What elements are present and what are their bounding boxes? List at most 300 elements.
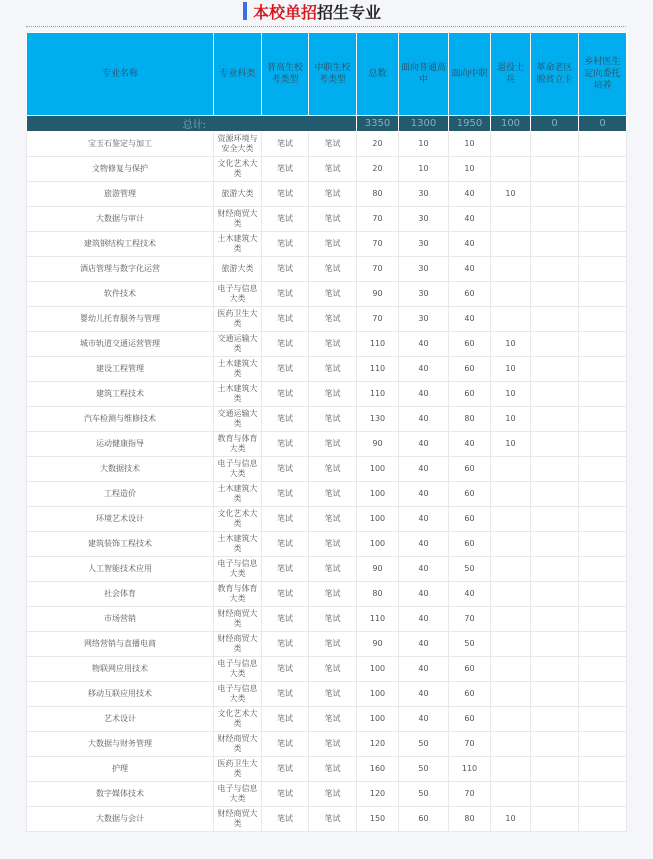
- vocational-quota-cell: 60: [449, 332, 491, 357]
- rural-doctor-cell: [579, 757, 627, 782]
- rural-doctor-cell: [579, 332, 627, 357]
- highschool-exam-cell: 笔试: [262, 482, 309, 507]
- total-cell: 160: [357, 757, 399, 782]
- veterans-cell: [491, 307, 531, 332]
- vocational-exam-cell: 笔试: [309, 457, 357, 482]
- col-header-highschool-quota: 面向普通高中: [399, 33, 449, 116]
- vocational-quota-cell: 40: [449, 257, 491, 282]
- vocational-quota-cell: 60: [449, 682, 491, 707]
- col-header-vocational-quota: 面向中职: [449, 33, 491, 116]
- total-label: 总计:: [27, 116, 357, 132]
- vocational-exam-cell: 笔试: [309, 432, 357, 457]
- highschool-exam-cell: 笔试: [262, 657, 309, 682]
- old-revolutionary-area-cell: [531, 532, 579, 557]
- highschool-exam-cell: 笔试: [262, 532, 309, 557]
- col-header-highschool-exam: 普高生校考类型: [262, 33, 309, 116]
- table-row: [27, 757, 627, 782]
- highschool-exam-cell: 笔试: [262, 607, 309, 632]
- vocational-quota-cell: 60: [449, 507, 491, 532]
- table-row: [27, 782, 627, 807]
- total-cell: 20: [357, 157, 399, 182]
- highschool-quota-cell: 40: [399, 457, 449, 482]
- highschool-exam-cell: 笔试: [262, 307, 309, 332]
- table-row: [27, 532, 627, 557]
- highschool-exam-cell: 笔试: [262, 232, 309, 257]
- major-name-cell: 市场营销: [27, 607, 214, 632]
- veterans-cell: [491, 607, 531, 632]
- major-name-cell: 旅游管理: [27, 182, 214, 207]
- veterans-cell: 10: [491, 407, 531, 432]
- total-value: 100: [491, 116, 531, 132]
- total-cell: 100: [357, 682, 399, 707]
- rural-doctor-cell: [579, 407, 627, 432]
- page-title-text: [253, 0, 381, 23]
- vocational-quota-cell: 40: [449, 207, 491, 232]
- old-revolutionary-area-cell: [531, 782, 579, 807]
- old-revolutionary-area-cell: [531, 332, 579, 357]
- rural-doctor-cell: [579, 607, 627, 632]
- total-cell: 110: [357, 607, 399, 632]
- vocational-exam-cell: 笔试: [309, 407, 357, 432]
- major-name-cell: 汽车检测与维修技术: [27, 407, 214, 432]
- rural-doctor-cell: [579, 282, 627, 307]
- vocational-quota-cell: 40: [449, 432, 491, 457]
- highschool-quota-cell: 40: [399, 432, 449, 457]
- rural-doctor-cell: [579, 207, 627, 232]
- major-name-cell: 建筑钢结构工程技术: [27, 232, 214, 257]
- table-row: [27, 632, 627, 657]
- old-revolutionary-area-cell: [531, 232, 579, 257]
- vocational-quota-cell: 10: [449, 132, 491, 157]
- col-header-category: 专业科类: [214, 33, 262, 116]
- major-name-cell: 婴幼儿托育服务与管理: [27, 307, 214, 332]
- old-revolutionary-area-cell: [531, 307, 579, 332]
- highschool-exam-cell: 笔试: [262, 332, 309, 357]
- veterans-cell: 10: [491, 332, 531, 357]
- vocational-quota-cell: 110: [449, 757, 491, 782]
- rural-doctor-cell: [579, 182, 627, 207]
- table-row: [27, 457, 627, 482]
- vocational-exam-cell: 笔试: [309, 332, 357, 357]
- table-row: [27, 307, 627, 332]
- highschool-quota-cell: 30: [399, 257, 449, 282]
- total-value: 1950: [449, 116, 491, 132]
- veterans-cell: 10: [491, 182, 531, 207]
- major-name-cell: 工程造价: [27, 482, 214, 507]
- vocational-quota-cell: 80: [449, 407, 491, 432]
- highschool-exam-cell: 笔试: [262, 782, 309, 807]
- major-name-cell: 运动健康指导: [27, 432, 214, 457]
- total-cell: 100: [357, 707, 399, 732]
- veterans-cell: [491, 782, 531, 807]
- total-cell: 80: [357, 182, 399, 207]
- total-value: 1300: [399, 116, 449, 132]
- category-cell: 医药卫生大类: [214, 307, 262, 332]
- category-cell: 资源环境与安全大类: [214, 132, 262, 157]
- vocational-exam-cell: 笔试: [309, 582, 357, 607]
- vocational-exam-cell: 笔试: [309, 757, 357, 782]
- vocational-exam-cell: 笔试: [309, 532, 357, 557]
- category-cell: 文化艺术大类: [214, 157, 262, 182]
- total-cell: 90: [357, 432, 399, 457]
- rural-doctor-cell: [579, 782, 627, 807]
- total-cell: 110: [357, 382, 399, 407]
- vocational-exam-cell: 笔试: [309, 357, 357, 382]
- highschool-exam-cell: 笔试: [262, 382, 309, 407]
- veterans-cell: [491, 707, 531, 732]
- old-revolutionary-area-cell: [531, 757, 579, 782]
- old-revolutionary-area-cell: [531, 182, 579, 207]
- rural-doctor-cell: [579, 132, 627, 157]
- old-revolutionary-area-cell: [531, 607, 579, 632]
- rural-doctor-cell: [579, 457, 627, 482]
- vocational-exam-cell: 笔试: [309, 182, 357, 207]
- vocational-quota-cell: 40: [449, 582, 491, 607]
- major-name-cell: 数字媒体技术: [27, 782, 214, 807]
- vocational-exam-cell: 笔试: [309, 282, 357, 307]
- table-row: [27, 682, 627, 707]
- total-cell: 110: [357, 357, 399, 382]
- vocational-exam-cell: 笔试: [309, 207, 357, 232]
- total-cell: 20: [357, 132, 399, 157]
- highschool-quota-cell: 40: [399, 482, 449, 507]
- category-cell: 财经商贸大类: [214, 732, 262, 757]
- vocational-exam-cell: 笔试: [309, 482, 357, 507]
- highschool-exam-cell: 笔试: [262, 257, 309, 282]
- veterans-cell: 10: [491, 382, 531, 407]
- total-cell: 80: [357, 582, 399, 607]
- vocational-quota-cell: 70: [449, 782, 491, 807]
- major-name-cell: 大数据技术: [27, 457, 214, 482]
- highschool-exam-cell: 笔试: [262, 707, 309, 732]
- vocational-quota-cell: 10: [449, 157, 491, 182]
- highschool-quota-cell: 50: [399, 732, 449, 757]
- highschool-exam-cell: 笔试: [262, 157, 309, 182]
- major-name-cell: 大数据与会计: [27, 807, 214, 832]
- highschool-quota-cell: 40: [399, 657, 449, 682]
- rural-doctor-cell: [579, 257, 627, 282]
- veterans-cell: [491, 532, 531, 557]
- category-cell: 医药卫生大类: [214, 757, 262, 782]
- veterans-cell: [491, 132, 531, 157]
- highschool-exam-cell: 笔试: [262, 732, 309, 757]
- total-cell: 90: [357, 557, 399, 582]
- highschool-exam-cell: 笔试: [262, 357, 309, 382]
- veterans-cell: [491, 157, 531, 182]
- category-cell: 财经商贸大类: [214, 807, 262, 832]
- category-cell: 旅游大类: [214, 182, 262, 207]
- highschool-quota-cell: 40: [399, 507, 449, 532]
- category-cell: 电子与信息大类: [214, 282, 262, 307]
- total-row: [27, 116, 627, 132]
- old-revolutionary-area-cell: [531, 732, 579, 757]
- rural-doctor-cell: [579, 707, 627, 732]
- highschool-quota-cell: 30: [399, 182, 449, 207]
- veterans-cell: [491, 657, 531, 682]
- vocational-exam-cell: 笔试: [309, 657, 357, 682]
- vocational-exam-cell: 笔试: [309, 132, 357, 157]
- old-revolutionary-area-cell: [531, 632, 579, 657]
- total-cell: 70: [357, 307, 399, 332]
- rural-doctor-cell: [579, 732, 627, 757]
- veterans-cell: [491, 732, 531, 757]
- old-revolutionary-area-cell: [531, 682, 579, 707]
- highschool-quota-cell: 10: [399, 132, 449, 157]
- veterans-cell: [491, 557, 531, 582]
- highschool-exam-cell: 笔试: [262, 282, 309, 307]
- vocational-quota-cell: 60: [449, 457, 491, 482]
- vocational-quota-cell: 60: [449, 482, 491, 507]
- rural-doctor-cell: [579, 632, 627, 657]
- highschool-quota-cell: 40: [399, 382, 449, 407]
- major-name-cell: 酒店管理与数字化运营: [27, 257, 214, 282]
- vocational-exam-cell: 笔试: [309, 257, 357, 282]
- majors-table: [26, 32, 627, 832]
- rural-doctor-cell: [579, 382, 627, 407]
- vocational-quota-cell: 50: [449, 557, 491, 582]
- category-cell: 电子与信息大类: [214, 782, 262, 807]
- total-cell: 70: [357, 257, 399, 282]
- veterans-cell: [491, 757, 531, 782]
- col-header-veterans: 退役士兵: [491, 33, 531, 116]
- highschool-quota-cell: 40: [399, 582, 449, 607]
- vocational-exam-cell: 笔试: [309, 632, 357, 657]
- highschool-exam-cell: 笔试: [262, 507, 309, 532]
- table-row: [27, 657, 627, 682]
- highschool-quota-cell: 40: [399, 532, 449, 557]
- category-cell: 财经商贸大类: [214, 607, 262, 632]
- vocational-exam-cell: 笔试: [309, 507, 357, 532]
- category-cell: 土木建筑大类: [214, 382, 262, 407]
- old-revolutionary-area-cell: [531, 407, 579, 432]
- old-revolutionary-area-cell: [531, 657, 579, 682]
- table-row: [27, 557, 627, 582]
- category-cell: 土木建筑大类: [214, 482, 262, 507]
- old-revolutionary-area-cell: [531, 557, 579, 582]
- major-name-cell: 建筑装饰工程技术: [27, 532, 214, 557]
- major-name-cell: 建筑工程技术: [27, 382, 214, 407]
- old-revolutionary-area-cell: [531, 132, 579, 157]
- category-cell: 电子与信息大类: [214, 657, 262, 682]
- rural-doctor-cell: [579, 482, 627, 507]
- veterans-cell: 10: [491, 357, 531, 382]
- major-name-cell: 护理: [27, 757, 214, 782]
- category-cell: 电子与信息大类: [214, 457, 262, 482]
- table-row: [27, 707, 627, 732]
- old-revolutionary-area-cell: [531, 457, 579, 482]
- rural-doctor-cell: [579, 582, 627, 607]
- rural-doctor-cell: [579, 507, 627, 532]
- category-cell: 财经商贸大类: [214, 632, 262, 657]
- vocational-quota-cell: 80: [449, 807, 491, 832]
- highschool-exam-cell: 笔试: [262, 457, 309, 482]
- rural-doctor-cell: [579, 682, 627, 707]
- old-revolutionary-area-cell: [531, 257, 579, 282]
- vocational-quota-cell: 60: [449, 707, 491, 732]
- rural-doctor-cell: [579, 657, 627, 682]
- vocational-quota-cell: 60: [449, 282, 491, 307]
- table-row: [27, 132, 627, 157]
- category-cell: 土木建筑大类: [214, 357, 262, 382]
- total-cell: 150: [357, 807, 399, 832]
- major-name-cell: 人工智能技术应用: [27, 557, 214, 582]
- major-name-cell: 环境艺术设计: [27, 507, 214, 532]
- table-row: [27, 357, 627, 382]
- table-row: [27, 157, 627, 182]
- major-name-cell: 艺术设计: [27, 707, 214, 732]
- total-cell: 100: [357, 507, 399, 532]
- highschool-exam-cell: 笔试: [262, 632, 309, 657]
- major-name-cell: 物联网应用技术: [27, 657, 214, 682]
- vocational-exam-cell: 笔试: [309, 682, 357, 707]
- highschool-quota-cell: 40: [399, 557, 449, 582]
- category-cell: 电子与信息大类: [214, 557, 262, 582]
- veterans-cell: [491, 282, 531, 307]
- old-revolutionary-area-cell: [531, 357, 579, 382]
- veterans-cell: [491, 207, 531, 232]
- major-name-cell: 社会体育: [27, 582, 214, 607]
- table-row: [27, 232, 627, 257]
- total-cell: 70: [357, 207, 399, 232]
- vocational-exam-cell: 笔试: [309, 382, 357, 407]
- table-row: [27, 732, 627, 757]
- total-value: 0: [579, 116, 627, 132]
- old-revolutionary-area-cell: [531, 282, 579, 307]
- total-value: 0: [531, 116, 579, 132]
- category-cell: 教育与体育大类: [214, 432, 262, 457]
- total-cell: 120: [357, 782, 399, 807]
- total-cell: 70: [357, 232, 399, 257]
- highschool-quota-cell: 10: [399, 157, 449, 182]
- vocational-exam-cell: 笔试: [309, 782, 357, 807]
- highschool-exam-cell: 笔试: [262, 807, 309, 832]
- highschool-quota-cell: 30: [399, 232, 449, 257]
- total-cell: 100: [357, 657, 399, 682]
- table-row: [27, 207, 627, 232]
- category-cell: 财经商贸大类: [214, 207, 262, 232]
- major-name-cell: 移动互联应用技术: [27, 682, 214, 707]
- vocational-quota-cell: 60: [449, 382, 491, 407]
- category-cell: 交通运输大类: [214, 332, 262, 357]
- title-divider: [26, 26, 626, 27]
- vocational-exam-cell: 笔试: [309, 807, 357, 832]
- highschool-quota-cell: 40: [399, 707, 449, 732]
- total-cell: 120: [357, 732, 399, 757]
- highschool-exam-cell: 笔试: [262, 407, 309, 432]
- rural-doctor-cell: [579, 532, 627, 557]
- highschool-quota-cell: 40: [399, 607, 449, 632]
- major-name-cell: 大数据与审计: [27, 207, 214, 232]
- table-row: [27, 332, 627, 357]
- old-revolutionary-area-cell: [531, 582, 579, 607]
- rural-doctor-cell: [579, 357, 627, 382]
- old-revolutionary-area-cell: [531, 432, 579, 457]
- major-name-cell: 软件技术: [27, 282, 214, 307]
- category-cell: 文化艺术大类: [214, 707, 262, 732]
- category-cell: 教育与体育大类: [214, 582, 262, 607]
- title-highlight: 本校单招: [253, 2, 318, 22]
- highschool-exam-cell: 笔试: [262, 207, 309, 232]
- vocational-quota-cell: 60: [449, 357, 491, 382]
- total-cell: 130: [357, 407, 399, 432]
- old-revolutionary-area-cell: [531, 707, 579, 732]
- vocational-exam-cell: 笔试: [309, 557, 357, 582]
- vocational-quota-cell: 70: [449, 607, 491, 632]
- veterans-cell: [491, 582, 531, 607]
- table-row: [27, 607, 627, 632]
- vocational-quota-cell: 50: [449, 632, 491, 657]
- old-revolutionary-area-cell: [531, 157, 579, 182]
- col-header-major-name: 专业名称: [27, 33, 214, 116]
- veterans-cell: [491, 482, 531, 507]
- veterans-cell: 10: [491, 432, 531, 457]
- rural-doctor-cell: [579, 232, 627, 257]
- vocational-exam-cell: 笔试: [309, 707, 357, 732]
- veterans-cell: [491, 457, 531, 482]
- total-cell: 100: [357, 482, 399, 507]
- old-revolutionary-area-cell: [531, 807, 579, 832]
- table-row: [27, 257, 627, 282]
- highschool-quota-cell: 40: [399, 332, 449, 357]
- highschool-quota-cell: 30: [399, 282, 449, 307]
- page-title: [243, 0, 381, 22]
- col-header-total: 总数: [357, 33, 399, 116]
- highschool-quota-cell: 40: [399, 682, 449, 707]
- category-cell: 电子与信息大类: [214, 682, 262, 707]
- col-header-old-revolutionary-area: 革命老区脱贫立卡: [531, 33, 579, 116]
- old-revolutionary-area-cell: [531, 482, 579, 507]
- total-cell: 100: [357, 532, 399, 557]
- major-name-cell: 网络营销与直播电商: [27, 632, 214, 657]
- highschool-exam-cell: 笔试: [262, 557, 309, 582]
- highschool-quota-cell: 40: [399, 357, 449, 382]
- major-name-cell: 宝玉石鉴定与加工: [27, 132, 214, 157]
- highschool-quota-cell: 30: [399, 207, 449, 232]
- col-header-vocational-exam: 中职生校考类型: [309, 33, 357, 116]
- highschool-exam-cell: 笔试: [262, 432, 309, 457]
- total-cell: 110: [357, 332, 399, 357]
- old-revolutionary-area-cell: [531, 207, 579, 232]
- title-rest: 招生专业: [317, 2, 382, 22]
- highschool-exam-cell: 笔试: [262, 132, 309, 157]
- vocational-exam-cell: 笔试: [309, 157, 357, 182]
- veterans-cell: [491, 257, 531, 282]
- table-row: [27, 382, 627, 407]
- old-revolutionary-area-cell: [531, 507, 579, 532]
- old-revolutionary-area-cell: [531, 382, 579, 407]
- highschool-exam-cell: 笔试: [262, 582, 309, 607]
- majors-table-body: [27, 132, 627, 832]
- table-row: [27, 282, 627, 307]
- veterans-cell: 10: [491, 807, 531, 832]
- category-cell: 旅游大类: [214, 257, 262, 282]
- highschool-exam-cell: 笔试: [262, 182, 309, 207]
- vocational-quota-cell: 60: [449, 657, 491, 682]
- vocational-quota-cell: 40: [449, 232, 491, 257]
- highschool-quota-cell: 60: [399, 807, 449, 832]
- table-row: [27, 482, 627, 507]
- total-cell: 100: [357, 457, 399, 482]
- major-name-cell: 建设工程管理: [27, 357, 214, 382]
- veterans-cell: [491, 232, 531, 257]
- vocational-exam-cell: 笔试: [309, 607, 357, 632]
- category-cell: 交通运输大类: [214, 407, 262, 432]
- col-header-rural-doctor: 乡村医生定向委托培养: [579, 33, 627, 116]
- table-row: [27, 407, 627, 432]
- category-cell: 文化艺术大类: [214, 507, 262, 532]
- highschool-quota-cell: 40: [399, 407, 449, 432]
- highschool-quota-cell: 40: [399, 632, 449, 657]
